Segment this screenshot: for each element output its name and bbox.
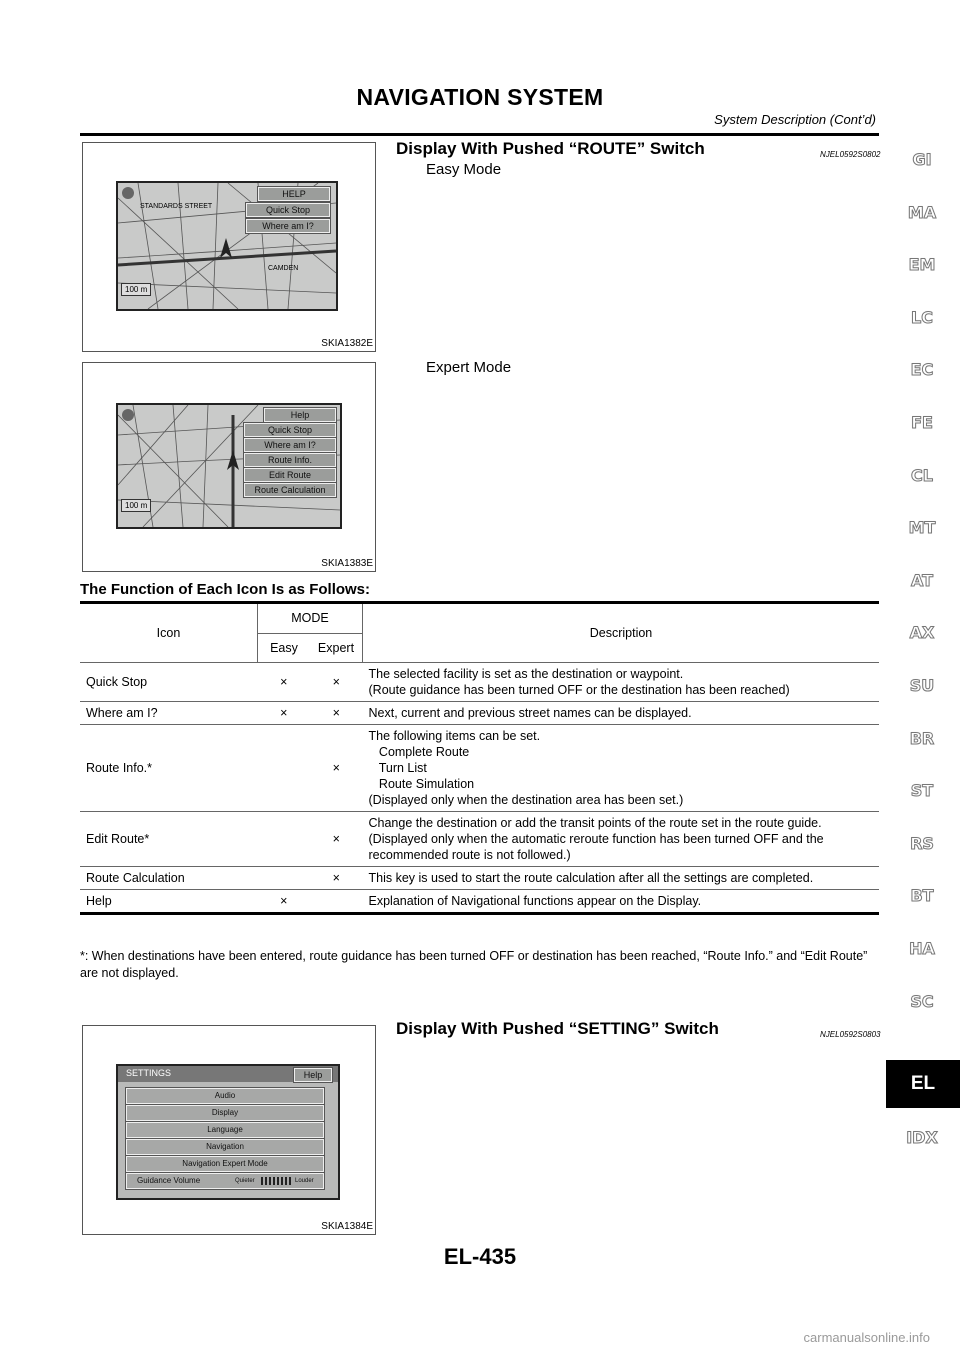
table-row	[80, 725, 879, 812]
tab-cl[interactable]: CL	[911, 465, 933, 485]
description-line: Complete Route	[368, 745, 470, 759]
section-code: NJEL0592S0802	[820, 150, 881, 159]
easy-mode-label: Easy Mode	[426, 161, 502, 178]
table-title: The Function of Each Icon Is as Follows:	[80, 581, 371, 598]
cell-description	[363, 867, 880, 890]
cell-icon: Edit Route*	[80, 812, 258, 867]
cell-easy	[258, 867, 311, 890]
watermark: carmanualsonline.info	[803, 1330, 930, 1345]
cell-description	[363, 663, 880, 702]
language-button[interactable]: Language	[126, 1122, 324, 1138]
figure-expert-mode	[82, 362, 376, 572]
cell-description	[363, 812, 880, 867]
cell-expert: ×	[310, 867, 363, 890]
figure-caption: SKIA1382E	[321, 338, 373, 349]
cell-description	[363, 702, 880, 725]
figure-settings	[82, 1025, 376, 1235]
table-row	[80, 812, 879, 867]
tab-rs[interactable]: RS	[910, 833, 934, 853]
description-line: Explanation of Navigational functions appear on the Display.	[368, 894, 702, 908]
section-title-setting: Display With Pushed “SETTING” Switch	[396, 1019, 719, 1038]
help-button[interactable]: Help	[264, 408, 336, 422]
compass-icon	[122, 187, 134, 199]
cell-expert: ×	[310, 725, 363, 812]
cell-expert: ×	[310, 663, 363, 702]
route-calculation-button[interactable]: Route Calculation	[244, 483, 336, 497]
map-scale: 100 m	[121, 283, 151, 296]
tab-at[interactable]: AT	[910, 570, 934, 590]
icon-function-table	[80, 601, 879, 915]
expert-mode-label: Expert Mode	[426, 359, 512, 376]
description-line: (Route guidance has been turned OFF or the destination has been reached)	[368, 683, 790, 697]
figure-caption: SKIA1384E	[321, 1221, 373, 1232]
cell-icon: Route Calculation	[80, 867, 258, 890]
header-icon: Icon	[80, 603, 258, 663]
tab-br[interactable]: BR	[909, 728, 935, 748]
map-screen	[116, 403, 342, 529]
table-row	[80, 867, 879, 890]
header-mode: MODE	[258, 603, 363, 634]
tab-idx[interactable]: IDX	[906, 1128, 938, 1147]
cell-icon: Quick Stop	[80, 663, 258, 702]
map-screen	[116, 181, 338, 311]
page-title: NAVIGATION SYSTEM	[356, 84, 604, 110]
tab-fe[interactable]: FE	[911, 413, 933, 432]
header-rule	[80, 133, 879, 136]
tab-sc[interactable]: SC	[910, 991, 934, 1011]
tab-em[interactable]: EM	[908, 255, 936, 275]
audio-button[interactable]: Audio	[126, 1088, 324, 1104]
quick-stop-button[interactable]: Quick Stop	[244, 423, 336, 437]
description-line: (Displayed only when the automatic reroute function has been turned OFF and the	[368, 832, 824, 846]
navigation-button[interactable]: Navigation	[126, 1139, 324, 1155]
help-button[interactable]: HELP	[258, 187, 330, 201]
cell-icon: Route Info.*	[80, 725, 258, 812]
tab-lc[interactable]: LC	[911, 307, 933, 327]
cell-easy: ×	[258, 890, 311, 914]
section-code: NJEL0592S0803	[820, 1030, 881, 1039]
cell-description	[363, 890, 880, 914]
description-line: The following items can be set.	[368, 729, 541, 743]
table-row	[80, 663, 879, 702]
tab-ec[interactable]: EC	[910, 360, 934, 380]
guidance-volume-label: Guidance Volume	[137, 1176, 201, 1185]
table-row	[80, 890, 879, 914]
settings-screen	[116, 1064, 340, 1200]
cell-icon: Help	[80, 890, 258, 914]
cell-easy	[258, 812, 311, 867]
louder-label: Louder	[295, 1178, 314, 1184]
cell-description	[363, 725, 880, 812]
cell-easy	[258, 725, 311, 812]
description-line: Change the destination or add the transit points of the route set in the route guide.	[368, 816, 822, 830]
description-line: (Displayed only when the destination area has been set.)	[368, 793, 684, 807]
tab-ma[interactable]: MA	[907, 202, 937, 222]
quieter-label: Quieter	[235, 1178, 255, 1184]
description-line: recommended route is not followed.)	[368, 848, 571, 862]
description-line: Next, current and previous street names can be displayed.	[368, 706, 692, 720]
cell-expert: ×	[310, 812, 363, 867]
figure-caption: SKIA1383E	[321, 558, 373, 569]
volume-slider[interactable]	[261, 1177, 291, 1185]
tab-mt[interactable]: MT	[908, 518, 936, 538]
map-scale: 100 m	[121, 499, 151, 512]
compass-icon	[122, 409, 134, 421]
tab-st[interactable]: ST	[910, 781, 934, 801]
description-line: Route Simulation	[368, 777, 475, 791]
tab-su[interactable]: SU	[909, 676, 935, 695]
navigation-expert-mode-button[interactable]: Navigation Expert Mode	[126, 1156, 324, 1172]
table-note: *: When destinations have been entered, route guidance has been turned OFF or destination has been reached, “Route Info.” and “Edit Route” are not displayed.	[80, 949, 868, 980]
figure-easy-mode	[82, 142, 376, 352]
description-line: Turn List	[368, 761, 427, 775]
map-label: STANDARDS STREET	[140, 203, 213, 210]
route-info-button[interactable]: Route Info.	[244, 453, 336, 467]
tab-ax[interactable]: AX	[909, 623, 935, 643]
where-am-i-button[interactable]: Where am I?	[246, 219, 330, 233]
table-body	[80, 663, 879, 914]
help-button[interactable]: Help	[294, 1068, 332, 1082]
edit-route-button[interactable]: Edit Route	[244, 468, 336, 482]
tab-ha[interactable]: HA	[909, 939, 935, 958]
map-label: CAMDEN	[268, 265, 299, 272]
table-row	[80, 702, 879, 725]
cell-expert: ×	[310, 702, 363, 725]
section-title-route: Display With Pushed “ROUTE” Switch	[396, 139, 705, 158]
settings-titlebar	[118, 1066, 338, 1082]
header-expert: Expert	[310, 633, 363, 662]
display-button[interactable]: Display	[126, 1105, 324, 1121]
description-line: The selected facility is set as the destination or waypoint.	[368, 667, 684, 681]
where-am-i-button[interactable]: Where am I?	[244, 438, 336, 452]
page-number: EL-435	[443, 1244, 517, 1269]
tab-el-active[interactable]: EL	[886, 1060, 960, 1108]
cell-easy: ×	[258, 663, 311, 702]
tab-gi[interactable]: GI	[912, 150, 932, 169]
header-easy: Easy	[258, 633, 311, 662]
quick-stop-button[interactable]: Quick Stop	[246, 203, 330, 217]
cell-expert	[310, 890, 363, 914]
cell-icon: Where am I?	[80, 702, 258, 725]
guidance-volume-row[interactable]	[126, 1173, 324, 1189]
tab-bt[interactable]: BT	[910, 886, 934, 906]
settings-title: SETTINGS	[126, 1068, 172, 1078]
cell-easy: ×	[258, 702, 311, 725]
page-subtitle: System Description (Cont’d)	[714, 112, 876, 127]
description-line: This key is used to start the route calculation after all the settings are completed.	[368, 871, 814, 885]
header-description: Description	[363, 603, 880, 663]
